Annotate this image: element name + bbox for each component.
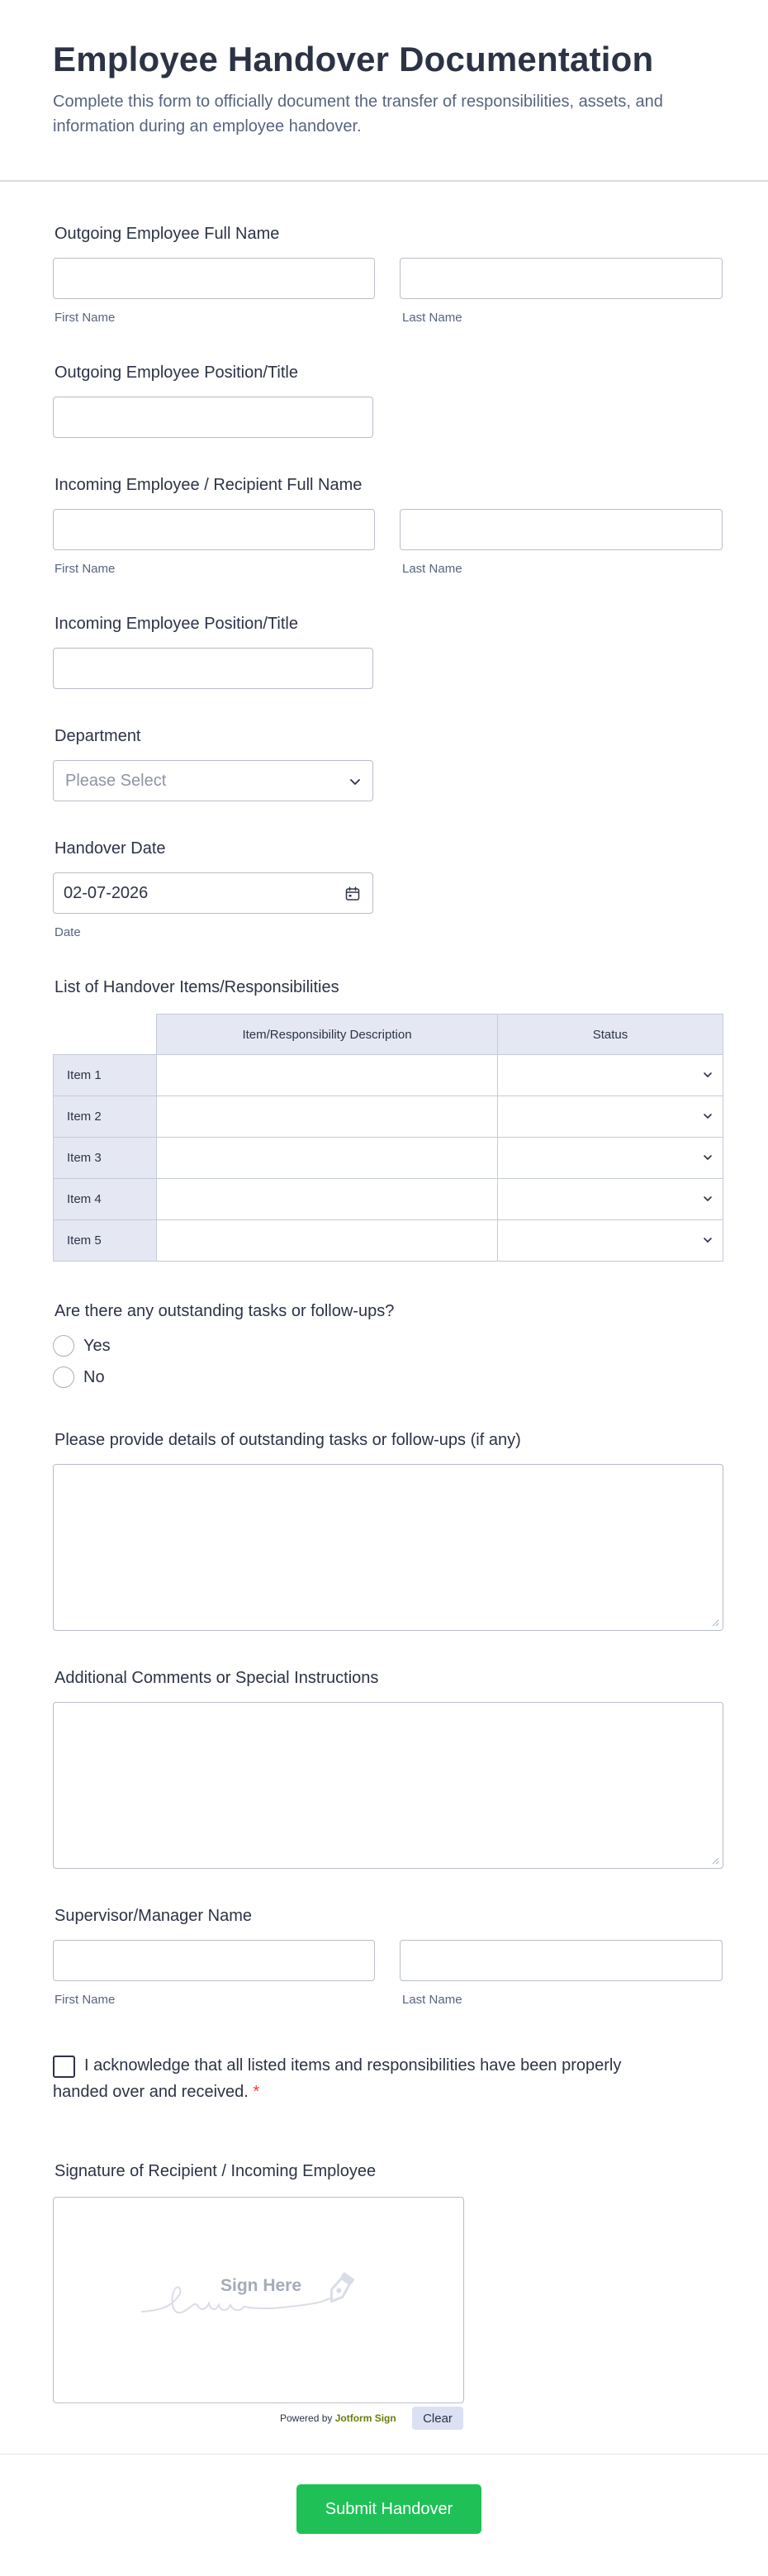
chevron-down-icon (348, 774, 363, 789)
table-row (53, 1220, 723, 1262)
table-corner-cell (53, 1014, 157, 1055)
item-status-select[interactable] (498, 1055, 723, 1096)
handover-items-table (53, 1014, 723, 1262)
outgoing-position-input[interactable] (53, 397, 373, 438)
incoming-last-name-sublabel: Last Name (402, 562, 462, 576)
supervisor-name-label: Supervisor/Manager Name (55, 1907, 252, 1925)
calendar-icon[interactable] (344, 886, 361, 902)
radio-no-label[interactable]: No (83, 1368, 105, 1386)
table-row (53, 1179, 723, 1220)
powered-by-prefix: Powered by (280, 2412, 333, 2424)
submit-button[interactable]: Submit Handover (296, 2484, 481, 2534)
table-row (53, 1055, 723, 1096)
row-label: Item 4 (53, 1179, 157, 1220)
radio-yes[interactable] (53, 1335, 74, 1357)
handover-date-label: Handover Date (55, 839, 166, 858)
handover-items-label: List of Handover Items/Responsibilities (55, 978, 339, 996)
supervisor-first-name-input[interactable] (53, 1940, 375, 1981)
supervisor-last-name-input[interactable] (400, 1940, 723, 1981)
outgoing-first-name-sublabel: First Name (55, 311, 116, 325)
clear-signature-button[interactable]: Clear (412, 2407, 463, 2430)
details-textarea[interactable] (53, 1464, 723, 1631)
outstanding-tasks-label: Are there any outstanding tasks or follow-ups? (55, 1302, 395, 1320)
signature-placeholder: Sign Here (220, 2276, 302, 2295)
powered-by-brand: Jotform Sign (334, 2412, 396, 2424)
chevron-down-icon (701, 1068, 714, 1081)
chevron-down-icon (701, 1192, 714, 1205)
resize-grip-icon[interactable] (711, 1618, 719, 1627)
table-row (53, 1138, 723, 1179)
form-description: Complete this form to officially document the transfer of responsibilities, assets, and information during an employee handover. (53, 93, 663, 135)
radio-no[interactable] (53, 1366, 74, 1388)
comments-label: Additional Comments or Special Instructions (55, 1669, 379, 1687)
form-header (0, 0, 768, 182)
department-label: Department (55, 727, 141, 745)
item-description-input[interactable] (157, 1096, 498, 1138)
chevron-down-icon (701, 1151, 714, 1164)
row-label: Item 3 (53, 1138, 157, 1179)
table-header-row (53, 1014, 723, 1055)
outgoing-first-name-input[interactable] (53, 258, 375, 299)
item-description-input[interactable] (157, 1179, 498, 1220)
handover-date-input[interactable] (53, 872, 373, 914)
details-label: Please provide details of outstanding tasks or follow-ups (if any) (55, 1431, 521, 1449)
chevron-down-icon (701, 1110, 714, 1123)
column-header-description: Item/Responsibility Description (157, 1014, 498, 1055)
acknowledge-text[interactable] (53, 2052, 623, 2105)
outgoing-last-name-input[interactable] (400, 258, 723, 299)
department-select[interactable] (53, 760, 373, 801)
signature-pad[interactable] (53, 2197, 464, 2403)
incoming-first-name-sublabel: First Name (55, 562, 116, 576)
item-status-select[interactable] (498, 1220, 723, 1262)
resize-grip-icon[interactable] (711, 1856, 719, 1865)
outgoing-last-name-sublabel: Last Name (402, 311, 462, 325)
outgoing-name-label: Outgoing Employee Full Name (55, 225, 280, 243)
item-status-select[interactable] (498, 1096, 723, 1138)
row-label: Item 5 (53, 1220, 157, 1262)
comments-textarea[interactable] (53, 1702, 723, 1869)
item-description-input[interactable] (157, 1220, 498, 1262)
required-mark: * (253, 2083, 260, 2101)
incoming-last-name-input[interactable] (400, 509, 723, 550)
powered-by (280, 2412, 396, 2424)
row-label: Item 1 (53, 1055, 157, 1096)
item-description-input[interactable] (157, 1055, 498, 1096)
department-placeholder: Please Select (65, 772, 167, 790)
chevron-down-icon (701, 1233, 714, 1247)
radio-yes-label[interactable]: Yes (83, 1337, 111, 1355)
handover-date-sublabel: Date (55, 925, 81, 939)
supervisor-first-name-sublabel: First Name (55, 1993, 116, 2007)
acknowledge-label: I acknowledge that all listed items and responsibilities have been properly handed over and received. (53, 2056, 622, 2101)
item-status-select[interactable] (498, 1179, 723, 1220)
outgoing-position-label: Outgoing Employee Position/Title (55, 364, 298, 382)
incoming-position-input[interactable] (53, 648, 373, 689)
row-label: Item 2 (53, 1096, 157, 1138)
signature-label: Signature of Recipient / Incoming Employee (55, 2162, 377, 2180)
supervisor-last-name-sublabel: Last Name (402, 1993, 462, 2007)
item-status-select[interactable] (498, 1138, 723, 1179)
table-row (53, 1096, 723, 1138)
incoming-name-label: Incoming Employee / Recipient Full Name (55, 476, 363, 494)
form-title: Employee Handover Documentation (53, 40, 654, 78)
incoming-first-name-input[interactable] (53, 509, 375, 550)
incoming-position-label: Incoming Employee Position/Title (55, 615, 298, 633)
handover-date-value: 02-07-2026 (64, 884, 149, 902)
item-description-input[interactable] (157, 1138, 498, 1179)
column-header-status: Status (498, 1014, 723, 1055)
